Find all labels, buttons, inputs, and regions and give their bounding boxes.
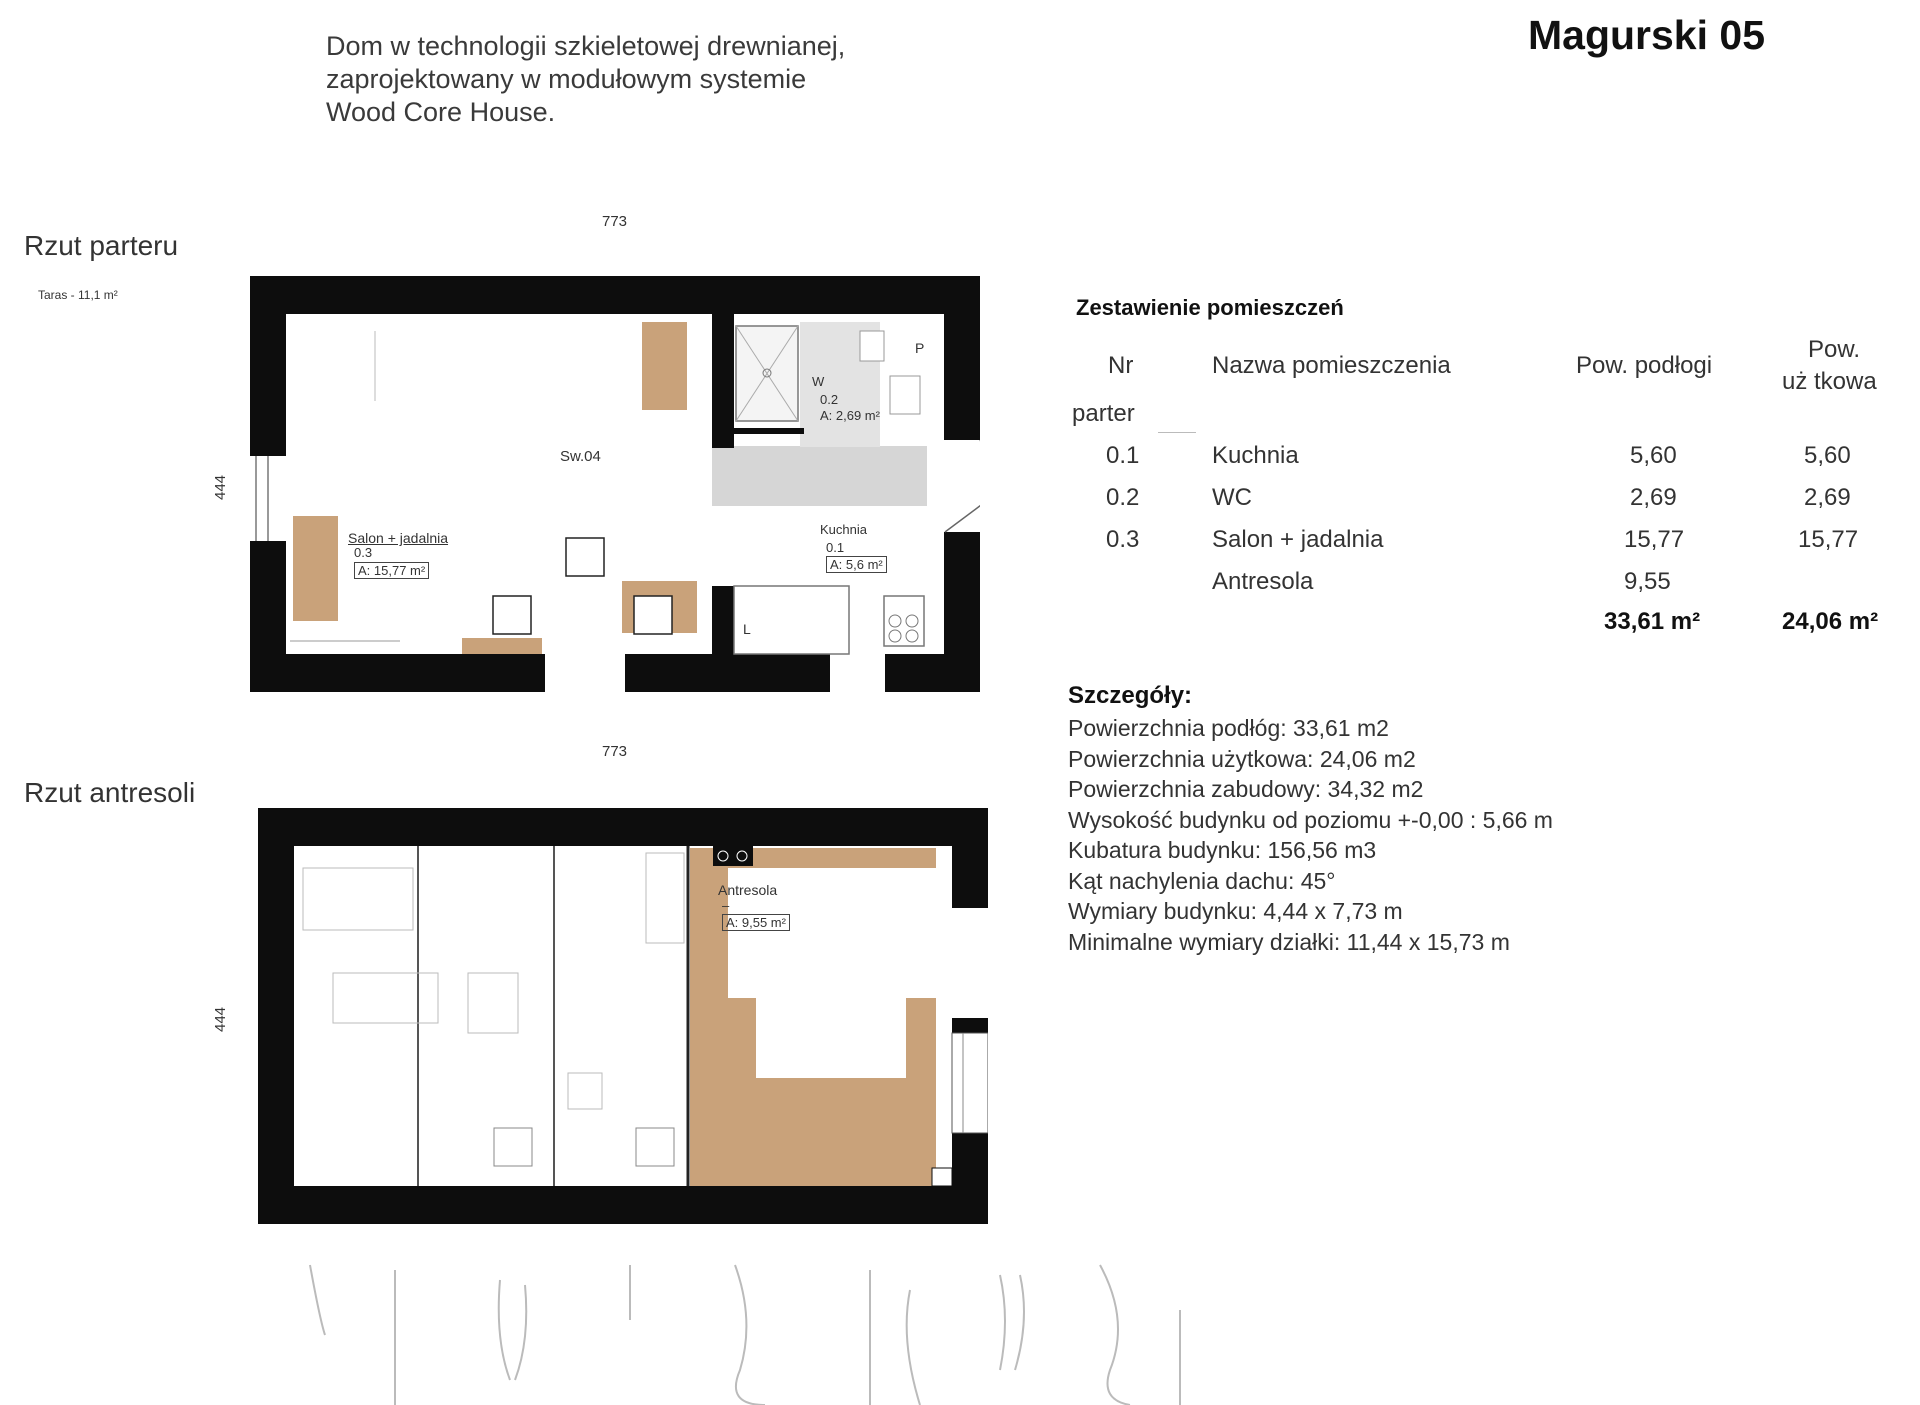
row-floor: 2,69 [1630, 484, 1677, 511]
kitchen-area: A: 5,6 m² [826, 556, 887, 573]
total-floor-area: 33,61 m² [1604, 608, 1701, 635]
details-list [1068, 713, 1553, 957]
header-nr: Nr [1108, 352, 1134, 379]
terrace-label: Taras - 11,1 m² [38, 288, 118, 302]
p-label: P [915, 340, 925, 356]
ground-width-dimension: 773 [602, 213, 628, 230]
wc-name: W [812, 374, 825, 389]
total-usable-area: 24,06 m² [1782, 608, 1879, 635]
row-nr: 0.2 [1106, 484, 1140, 511]
detail-line: Powierzchnia zabudowy: 34,32 m2 [1068, 776, 1424, 802]
detail-line: Kąt nachylenia dachu: 45° [1068, 867, 1336, 894]
salon-number: 0.3 [354, 545, 373, 560]
row-usable: 5,60 [1804, 442, 1851, 469]
intro-line: Wood Core House. [326, 97, 556, 127]
decorative-line-art [300, 1260, 1300, 1405]
rooms-table-title: Zestawienie pomieszczeń [1076, 295, 1344, 320]
row-nr: 0.1 [1106, 442, 1140, 469]
header-name: Nazwa pomieszczenia [1212, 352, 1451, 379]
wood-panel [462, 638, 542, 654]
detail-line: Powierzchnia użytkowa: 24,06 m2 [1068, 745, 1416, 772]
divider [1158, 432, 1196, 433]
intro-text [326, 30, 845, 129]
mezzanine-name: Antresola [718, 882, 778, 898]
detail-line: Kubatura budynku: 156,56 m3 [1068, 837, 1377, 863]
detail-line: Powierzchnia podłóg: 33,61 m2 [1068, 715, 1389, 741]
wood-panel [293, 516, 338, 621]
l-label: L [743, 621, 751, 637]
wood-panel [642, 322, 687, 410]
row-floor: 5,60 [1630, 442, 1677, 469]
ground-height-dimension: 444 [212, 474, 229, 500]
detail-line: Wysokość budynku od poziomu +-0,00 : 5,66 m [1068, 806, 1553, 833]
header-usable-area: Pow. [1808, 336, 1861, 363]
ground-floor-plan [250, 276, 980, 696]
intro-line: zaprojektowany w modułowym systemie [326, 64, 807, 94]
kitchen-name: Kuchnia [820, 522, 867, 537]
row-name: Kuchnia [1212, 442, 1299, 469]
section-label: parter [1072, 400, 1135, 427]
wc-number: 0.2 [820, 392, 839, 407]
space-code: Sw.04 [560, 448, 601, 465]
row-floor: 15,77 [1624, 526, 1685, 553]
row-name: Salon + jadalnia [1212, 526, 1384, 553]
row-usable: 15,77 [1798, 526, 1859, 553]
header-floor-area: Pow. podłogi [1576, 352, 1713, 379]
mezzanine-title: Rzut antresoli [24, 777, 196, 808]
mezzanine-width-dimension: 773 [602, 743, 628, 760]
intro-line: Dom w technologii szkieletowej drewnianej, [326, 31, 846, 61]
row-name: WC [1212, 484, 1252, 511]
wc-area: A: 2,69 m² [820, 408, 880, 423]
mezzanine-height-dimension: 444 [212, 1006, 229, 1032]
row-usable: 2,69 [1804, 484, 1851, 511]
tile-floor [712, 446, 927, 506]
kitchen-number: 0.1 [826, 540, 845, 555]
salon-name: Salon + jadalnia [348, 530, 449, 546]
ground-floor-title: Rzut parteru [24, 230, 179, 261]
mezzanine-number: – [722, 898, 730, 913]
mezzanine-area: A: 9,55 m² [722, 914, 790, 931]
row-name: Antresola [1212, 568, 1314, 595]
mezzanine-plan [258, 808, 988, 1228]
row-floor: 9,55 [1624, 568, 1671, 595]
details-title: Szczegóły: [1068, 682, 1193, 709]
header-usable-area: uż tkowa [1782, 368, 1877, 395]
salon-area: A: 15,77 m² [354, 562, 429, 579]
detail-line: Minimalne wymiary działki: 11,44 x 15,73 m [1068, 928, 1510, 955]
project-title: Magurski 05 [1528, 12, 1765, 58]
row-nr: 0.3 [1106, 526, 1140, 553]
detail-line: Wymiary budynku: 4,44 x 7,73 m [1068, 898, 1403, 924]
